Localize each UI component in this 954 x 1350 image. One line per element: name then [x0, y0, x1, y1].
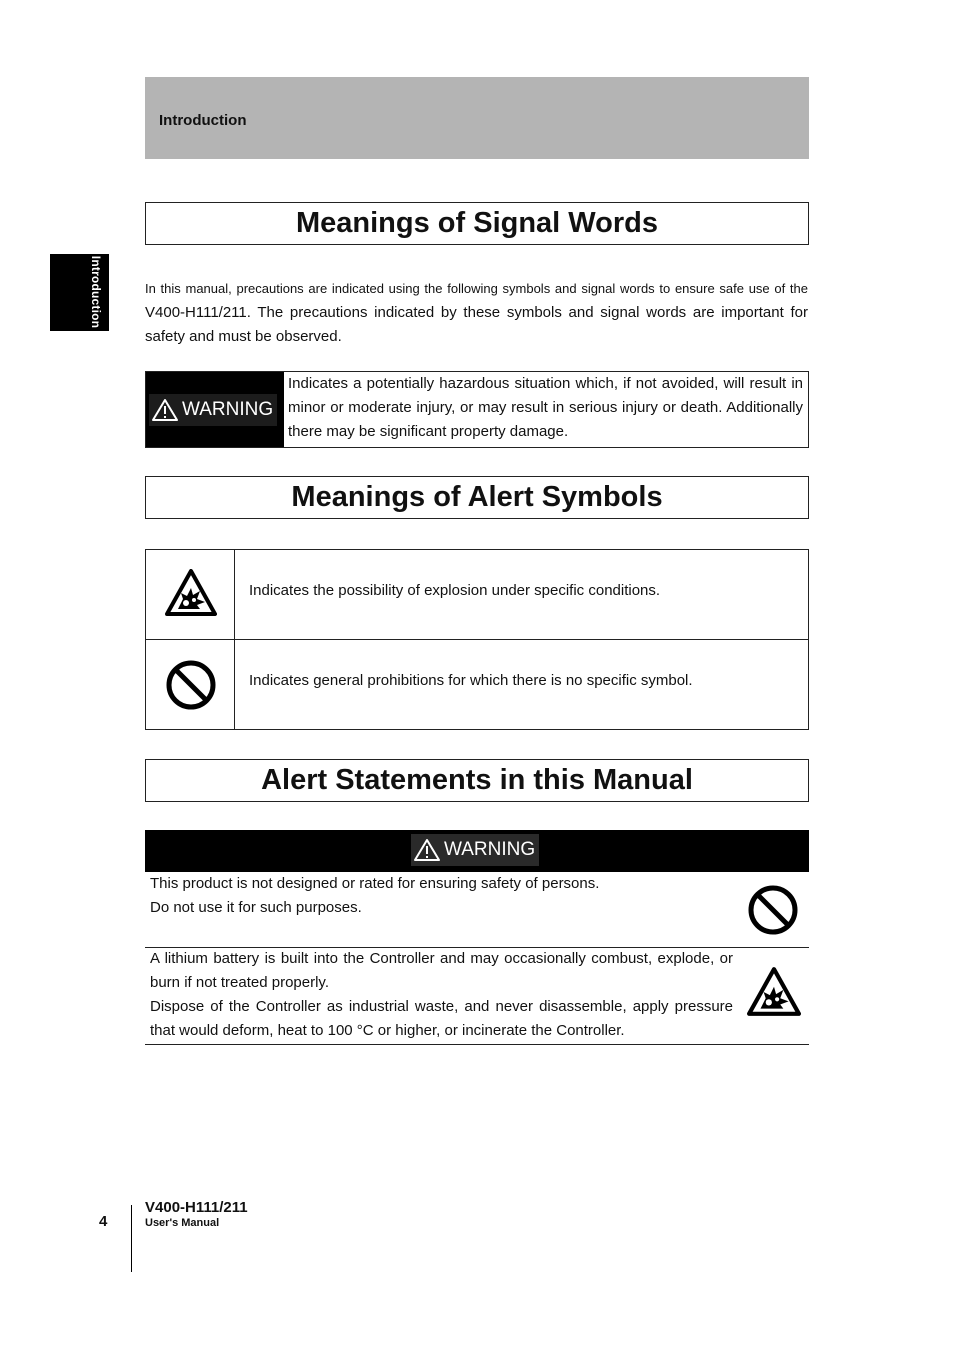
- alert-statements-heading: Alert Statements in this Manual: [145, 759, 809, 802]
- explosion-icon: [165, 569, 217, 617]
- alert-symbols-table: [145, 549, 809, 730]
- prohibition-icon: [747, 884, 799, 936]
- warning-triangle-icon: [151, 398, 179, 422]
- footer-divider: [131, 1205, 132, 1272]
- signal-words-heading: Meanings of Signal Words: [145, 202, 809, 245]
- warning-label: WARNING: [444, 839, 536, 860]
- alert-symbol-row: [146, 639, 808, 729]
- explosion-icon: [747, 967, 801, 1017]
- prohibition-icon: [165, 659, 217, 711]
- page-number: 4: [99, 1213, 108, 1230]
- warning-description: Indicates a potentially hazardous situation which, if not avoided, will result in minor or moderate injury, or may result in serious injury or death. Additionally there may be significant property damage.: [288, 375, 803, 440]
- signal-word-table: [145, 371, 809, 448]
- warning-badge: [149, 394, 277, 426]
- statement-line: Do not use it for such purposes.: [150, 899, 362, 916]
- section-title: Introduction: [159, 112, 247, 129]
- alert-symbol-text: Indicates general prohibitions for which there is no specific symbol.: [249, 672, 693, 689]
- alert-symbol-text: Indicates the possibility of explosion under specific conditions.: [249, 582, 661, 599]
- alert-statement: [145, 872, 809, 948]
- statement-line: Dispose of the Controller as industrial waste, and never disassemble, apply pressure that would deform, heat to 100 °C or higher, or incinerate the Controller.: [150, 998, 733, 1039]
- statement-line: A lithium battery is built into the Controller and may occasionally combust, explode, or burn if not treated properly.: [150, 950, 733, 991]
- statement-line: This product is not designed or rated for ensuring safety of persons.: [150, 875, 600, 892]
- warning-header-bar: [145, 830, 809, 872]
- alert-symbol-row: [146, 550, 808, 639]
- section-header-bar: [145, 77, 809, 159]
- warning-label: WARNING: [182, 399, 274, 420]
- side-tab-label: Introduction: [89, 255, 103, 329]
- warning-badge: [411, 834, 539, 866]
- alert-statement: [145, 947, 809, 1045]
- side-index-tab: [50, 254, 109, 331]
- warning-triangle-icon: [413, 838, 441, 862]
- signal-words-intro: In this manual, precautions are indicated using the following symbols and signal words to ensure safe use of the V400-H111/211. The precautions indicated by these symbols and signal words are important for safety and must be observed.: [145, 281, 808, 345]
- footer-model: V400-H111/211: [145, 1199, 248, 1216]
- footer-manual-label: User's Manual: [145, 1217, 220, 1229]
- warning-label-cell: [146, 372, 284, 447]
- alert-symbols-heading: Meanings of Alert Symbols: [145, 476, 809, 519]
